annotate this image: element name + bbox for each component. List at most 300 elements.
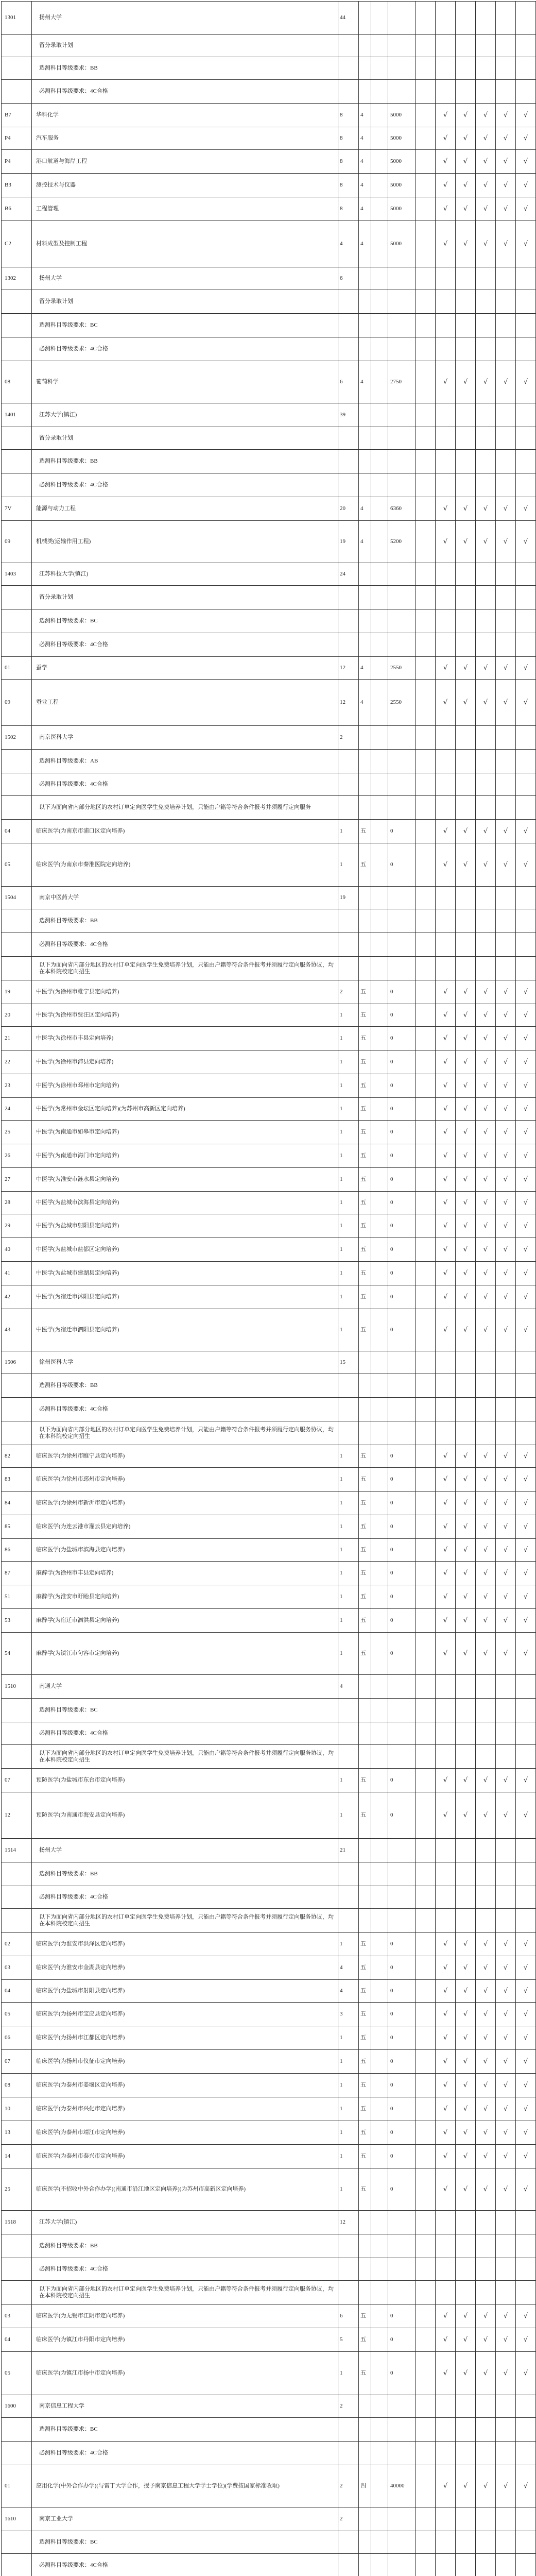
tuition-fee: 5000	[388, 221, 416, 267]
check-mark-icon: √	[516, 1168, 536, 1192]
tick-cell	[416, 750, 436, 773]
table-row	[2, 586, 536, 609]
tick-cell	[416, 2352, 436, 2395]
tick-cell	[476, 1421, 496, 1445]
tick-cell	[416, 2211, 436, 2234]
unit-name: 临床医学(为徐州市睢宁县定向培养)	[32, 1445, 338, 1468]
tick-cell	[516, 2395, 536, 2418]
plan-count: 1	[338, 2121, 359, 2145]
tick-cell	[416, 1398, 436, 1421]
unit-code	[2, 450, 32, 473]
study-years	[359, 2234, 371, 2258]
tuition-fee: 0	[388, 1585, 416, 1609]
tick-cell	[496, 1745, 516, 1769]
unit-name: 南京医科大学	[32, 726, 338, 750]
check-mark-icon: √	[496, 1168, 516, 1192]
tuition-fee: 0	[388, 1144, 416, 1168]
tuition-fee: 5000	[388, 174, 416, 197]
tick-cell	[416, 2442, 436, 2465]
language	[371, 1539, 388, 1562]
check-mark-icon: √	[476, 104, 496, 127]
check-mark-icon: √	[516, 2097, 536, 2121]
check-mark-icon: √	[436, 843, 456, 887]
tick-cell	[456, 1351, 476, 1374]
plan-count	[338, 1862, 359, 1886]
check-mark-icon: √	[456, 2121, 476, 2145]
plan-count: 19	[338, 521, 359, 563]
plan-count: 2	[338, 980, 359, 1004]
tick-cell	[476, 1722, 496, 1745]
check-mark-icon: √	[476, 1633, 496, 1675]
unit-name: 选测科目等级要求：BB	[32, 1862, 338, 1886]
table-row	[2, 1539, 536, 1562]
tuition-fee	[388, 773, 416, 796]
plan-count: 1	[338, 1098, 359, 1121]
unit-name: 麻醉学(为徐州市丰县定向培养)	[32, 1562, 338, 1585]
tick-cell	[416, 1121, 436, 1144]
check-mark-icon: √	[516, 2465, 536, 2507]
check-mark-icon: √	[436, 2074, 456, 2097]
tick-cell	[436, 609, 456, 633]
language	[371, 1285, 388, 1309]
language	[371, 267, 388, 290]
unit-code	[2, 2531, 32, 2554]
table-row	[2, 104, 536, 127]
tuition-fee	[388, 1675, 416, 1699]
unit-name: 留分录取计划	[32, 290, 338, 314]
unit-name: 港口航道与海岸工程	[32, 150, 338, 174]
tick-cell	[456, 80, 476, 104]
study-years	[359, 2, 371, 35]
study-years: 五	[359, 1609, 371, 1633]
tick-cell	[416, 796, 436, 820]
study-years: 五	[359, 1468, 371, 1492]
tick-cell	[476, 1862, 496, 1886]
tuition-fee: 0	[388, 2050, 416, 2074]
check-mark-icon: √	[436, 2352, 456, 2395]
tick-cell	[416, 2234, 436, 2258]
check-mark-icon: √	[496, 1027, 516, 1050]
check-mark-icon: √	[436, 1609, 456, 1633]
tick-cell	[416, 221, 436, 267]
check-mark-icon: √	[436, 150, 456, 174]
language	[371, 2050, 388, 2074]
check-mark-icon: √	[456, 2352, 476, 2395]
unit-code: 40	[2, 1238, 32, 1262]
check-mark-icon: √	[456, 174, 476, 197]
unit-code: 43	[2, 1309, 32, 1351]
study-years: 4	[359, 497, 371, 521]
language	[371, 2026, 388, 2050]
tick-cell	[416, 2418, 436, 2442]
tick-cell	[416, 2145, 436, 2168]
tick-cell	[456, 2442, 476, 2465]
tick-cell	[416, 104, 436, 127]
unit-name: 华科化学	[32, 104, 338, 127]
tick-cell	[436, 933, 456, 957]
check-mark-icon: √	[476, 1214, 496, 1238]
check-mark-icon: √	[516, 221, 536, 267]
plan-count: 1	[338, 1515, 359, 1539]
check-mark-icon: √	[496, 1144, 516, 1168]
tick-cell	[456, 1745, 476, 1769]
tuition-fee: 0	[388, 820, 416, 843]
language	[371, 497, 388, 521]
check-mark-icon: √	[456, 980, 476, 1004]
tick-cell	[456, 2281, 476, 2304]
language	[371, 174, 388, 197]
unit-code	[2, 773, 32, 796]
tick-cell	[496, 2234, 516, 2258]
table-row	[2, 2211, 536, 2234]
tick-cell	[436, 267, 456, 290]
unit-code	[2, 633, 32, 657]
study-years	[359, 2281, 371, 2304]
unit-name: 以下为面向省内部分地区的农村订单定向医学生免费培养计划，只能由户籍等符合条件报考并须履行定向服务协议，均在本科院校定向招生	[32, 957, 338, 980]
tick-cell	[436, 2234, 456, 2258]
table-row	[2, 197, 536, 221]
unit-code	[2, 750, 32, 773]
tick-cell	[476, 2211, 496, 2234]
unit-code: 41	[2, 1262, 32, 1285]
unit-code: 1301	[2, 2, 32, 35]
check-mark-icon: √	[496, 1468, 516, 1492]
tick-cell	[456, 267, 476, 290]
tick-cell	[496, 337, 516, 361]
study-years	[359, 2395, 371, 2418]
plan-count: 2	[338, 726, 359, 750]
tuition-fee	[388, 2, 416, 35]
unit-code	[2, 586, 32, 609]
check-mark-icon: √	[496, 820, 516, 843]
study-years	[359, 2507, 371, 2531]
language	[371, 2121, 388, 2145]
plan-count	[338, 609, 359, 633]
table-row	[2, 1074, 536, 1098]
table-row	[2, 1722, 536, 1745]
language	[371, 1262, 388, 1285]
table-row	[2, 750, 536, 773]
check-mark-icon: √	[456, 1262, 476, 1285]
tuition-fee	[388, 586, 416, 609]
unit-name: 以下为面向省内部分地区的农村订单定向医学生免费培养计划，只能由户籍等符合条件报考并须履行定向服务协议，均在本科院校定向招生	[32, 2281, 338, 2304]
check-mark-icon: √	[496, 1192, 516, 1214]
study-years: 4	[359, 174, 371, 197]
unit-name: 选测科目等级要求：BC	[32, 1699, 338, 1722]
plan-count	[338, 586, 359, 609]
check-mark-icon: √	[516, 104, 536, 127]
check-mark-icon: √	[436, 1468, 456, 1492]
check-mark-icon: √	[516, 1956, 536, 1980]
unit-code: 22	[2, 1050, 32, 1074]
study-years: 五	[359, 980, 371, 1004]
table-row	[2, 1121, 536, 1144]
check-mark-icon: √	[516, 521, 536, 563]
unit-code: 1302	[2, 267, 32, 290]
unit-code: 27	[2, 1168, 32, 1192]
tick-cell	[476, 290, 496, 314]
table-row	[2, 2352, 536, 2395]
language	[371, 1192, 388, 1214]
unit-name: 麻醉学(为淮安市盱眙县定向培养)	[32, 1585, 338, 1609]
check-mark-icon: √	[476, 2145, 496, 2168]
plan-count: 1	[338, 1468, 359, 1492]
language	[371, 1351, 388, 1374]
table-row	[2, 35, 536, 57]
tick-cell	[516, 403, 536, 427]
unit-name: 临床医学(为淮安市金湖县定向培养)	[32, 1956, 338, 1980]
check-mark-icon: √	[496, 1515, 516, 1539]
plan-count: 1	[338, 2074, 359, 2097]
unit-code: 03	[2, 1956, 32, 1980]
check-mark-icon: √	[516, 174, 536, 197]
tick-cell	[516, 909, 536, 933]
tick-cell	[516, 57, 536, 80]
study-years	[359, 726, 371, 750]
check-mark-icon: √	[516, 497, 536, 521]
table-row	[2, 2531, 536, 2554]
tick-cell	[476, 1886, 496, 1909]
unit-name: 临床医学(为淮安市洪泽区定向培养)	[32, 1933, 338, 1956]
unit-code: 1510	[2, 1675, 32, 1699]
check-mark-icon: √	[436, 2304, 456, 2328]
unit-name: 留分录取计划	[32, 427, 338, 450]
check-mark-icon: √	[516, 1262, 536, 1285]
check-mark-icon: √	[516, 680, 536, 726]
unit-name: 选测科目等级要求：BB	[32, 909, 338, 933]
check-mark-icon: √	[516, 1214, 536, 1238]
plan-count	[338, 337, 359, 361]
check-mark-icon: √	[496, 1933, 516, 1956]
tick-cell	[476, 796, 496, 820]
tick-cell	[496, 1351, 516, 1374]
tick-cell	[416, 57, 436, 80]
unit-name: 必测科目等级要求：4C合格	[32, 1886, 338, 1909]
study-years	[359, 1839, 371, 1862]
tuition-fee	[388, 750, 416, 773]
tick-cell	[516, 1675, 536, 1699]
study-years	[359, 2531, 371, 2554]
tick-cell	[416, 1351, 436, 1374]
tick-cell	[416, 586, 436, 609]
check-mark-icon: √	[476, 2003, 496, 2026]
plan-count: 1	[338, 2352, 359, 2395]
check-mark-icon: √	[516, 2121, 536, 2145]
plan-count	[338, 2281, 359, 2304]
unit-name: 必测科目等级要求：4C合格	[32, 2554, 338, 2576]
unit-code: 84	[2, 1492, 32, 1515]
table-row	[2, 1862, 536, 1886]
table-row	[2, 1192, 536, 1214]
tick-cell	[456, 2, 476, 35]
plan-count: 1	[338, 1144, 359, 1168]
check-mark-icon: √	[516, 843, 536, 887]
tick-cell	[516, 957, 536, 980]
tick-cell	[496, 2418, 516, 2442]
check-mark-icon: √	[476, 680, 496, 726]
tick-cell	[416, 1468, 436, 1492]
language	[371, 290, 388, 314]
plan-count: 1	[338, 1539, 359, 1562]
unit-code: 51	[2, 1585, 32, 1609]
tick-cell	[416, 1285, 436, 1309]
tick-cell	[416, 197, 436, 221]
tick-cell	[416, 1933, 436, 1956]
plan-table	[1, 1, 536, 2576]
plan-count: 1	[338, 1027, 359, 1050]
language	[371, 2328, 388, 2352]
tuition-fee	[388, 267, 416, 290]
tick-cell	[516, 726, 536, 750]
tick-cell	[516, 337, 536, 361]
tick-cell	[436, 1862, 456, 1886]
check-mark-icon: √	[476, 1168, 496, 1192]
unit-name: 临床医学(为泰州市兴化市定向培养)	[32, 2097, 338, 2121]
check-mark-icon: √	[456, 1515, 476, 1539]
tick-cell	[496, 290, 516, 314]
tuition-fee	[388, 1722, 416, 1745]
unit-code: 02	[2, 1933, 32, 1956]
plan-count: 1	[338, 2168, 359, 2211]
language	[371, 1004, 388, 1027]
study-years	[359, 609, 371, 633]
unit-name: 以下为面向省内部分地区的农村订单定向医学生免费培养计划，只能由户籍等符合条件报考并须履行定向服务协议，均在本科院校定向招生	[32, 1909, 338, 1933]
study-years: 五	[359, 1285, 371, 1309]
check-mark-icon: √	[496, 150, 516, 174]
tick-cell	[436, 750, 456, 773]
tick-cell	[476, 2, 496, 35]
language	[371, 2352, 388, 2395]
check-mark-icon: √	[436, 1585, 456, 1609]
unit-code	[2, 2442, 32, 2465]
tick-cell	[416, 361, 436, 403]
plan-count: 4	[338, 1980, 359, 2003]
language	[371, 843, 388, 887]
study-years	[359, 773, 371, 796]
tick-cell	[516, 314, 536, 337]
tuition-fee: 0	[388, 2003, 416, 2026]
tuition-fee: 0	[388, 1309, 416, 1351]
study-years: 五	[359, 1980, 371, 2003]
check-mark-icon: √	[476, 221, 496, 267]
unit-name: 选测科目等级要求：BB	[32, 57, 338, 80]
language	[371, 104, 388, 127]
check-mark-icon: √	[436, 820, 456, 843]
table-row	[2, 1492, 536, 1515]
language	[371, 2531, 388, 2554]
tick-cell	[516, 450, 536, 473]
study-years: 四	[359, 2465, 371, 2507]
check-mark-icon: √	[456, 1238, 476, 1262]
language	[371, 1074, 388, 1098]
tick-cell	[516, 750, 536, 773]
check-mark-icon: √	[516, 1633, 536, 1675]
check-mark-icon: √	[496, 2003, 516, 2026]
study-years	[359, 2554, 371, 2576]
plan-count: 4	[338, 1675, 359, 1699]
tick-cell	[416, 1792, 436, 1839]
tick-cell	[416, 450, 436, 473]
table-row	[2, 1050, 536, 1074]
unit-name: 临床医学(为扬州市仪征市定向培养)	[32, 2050, 338, 2074]
unit-name: 预防医学(为盐城市东台市定向培养)	[32, 1769, 338, 1792]
check-mark-icon: √	[476, 2097, 496, 2121]
plan-count: 1	[338, 1933, 359, 1956]
tick-cell	[416, 957, 436, 980]
table-row	[2, 820, 536, 843]
tuition-fee	[388, 1351, 416, 1374]
table-row	[2, 314, 536, 337]
unit-code	[2, 2418, 32, 2442]
unit-code: 54	[2, 1633, 32, 1675]
tick-cell	[416, 1144, 436, 1168]
tuition-fee: 0	[388, 2352, 416, 2395]
tuition-fee: 0	[388, 1027, 416, 1050]
table-row	[2, 2050, 536, 2074]
study-years	[359, 314, 371, 337]
study-years: 五	[359, 1585, 371, 1609]
tick-cell	[436, 1699, 456, 1722]
language	[371, 680, 388, 726]
table-row	[2, 1004, 536, 1027]
language	[371, 1633, 388, 1675]
tick-cell	[456, 473, 476, 497]
check-mark-icon: √	[456, 1956, 476, 1980]
unit-code: 10	[2, 2097, 32, 2121]
tuition-fee: 5200	[388, 521, 416, 563]
tick-cell	[436, 909, 456, 933]
tuition-fee: 0	[388, 1074, 416, 1098]
check-mark-icon: √	[496, 104, 516, 127]
tick-cell	[496, 633, 516, 657]
check-mark-icon: √	[476, 1121, 496, 1144]
language	[371, 127, 388, 150]
tuition-fee: 0	[388, 1515, 416, 1539]
unit-name: 临床医学(为扬州市江都区定向培养)	[32, 2026, 338, 2050]
check-mark-icon: √	[436, 221, 456, 267]
tick-cell	[436, 957, 456, 980]
plan-count: 1	[338, 1792, 359, 1839]
plan-count: 2	[338, 2507, 359, 2531]
check-mark-icon: √	[476, 2352, 496, 2395]
check-mark-icon: √	[496, 1445, 516, 1468]
check-mark-icon: √	[476, 1980, 496, 2003]
unit-code	[2, 337, 32, 361]
check-mark-icon: √	[516, 2304, 536, 2328]
language	[371, 1699, 388, 1722]
plan-count	[338, 80, 359, 104]
check-mark-icon: √	[516, 2050, 536, 2074]
check-mark-icon: √	[456, 1004, 476, 1027]
tick-cell	[416, 337, 436, 361]
tick-cell	[476, 1351, 496, 1374]
check-mark-icon: √	[436, 197, 456, 221]
tick-cell	[416, 290, 436, 314]
check-mark-icon: √	[436, 127, 456, 150]
language	[371, 1769, 388, 1792]
check-mark-icon: √	[476, 2304, 496, 2328]
table-row	[2, 2281, 536, 2304]
check-mark-icon: √	[496, 1004, 516, 1027]
tuition-fee: 0	[388, 2097, 416, 2121]
tuition-fee	[388, 57, 416, 80]
tick-cell	[476, 57, 496, 80]
check-mark-icon: √	[496, 2074, 516, 2097]
table-row	[2, 2026, 536, 2050]
tick-cell	[496, 887, 516, 909]
tick-cell	[436, 403, 456, 427]
unit-name: 中医学(为常州市金坛区定向培养)(为苏州市高新区定向培养)	[32, 1098, 338, 1121]
